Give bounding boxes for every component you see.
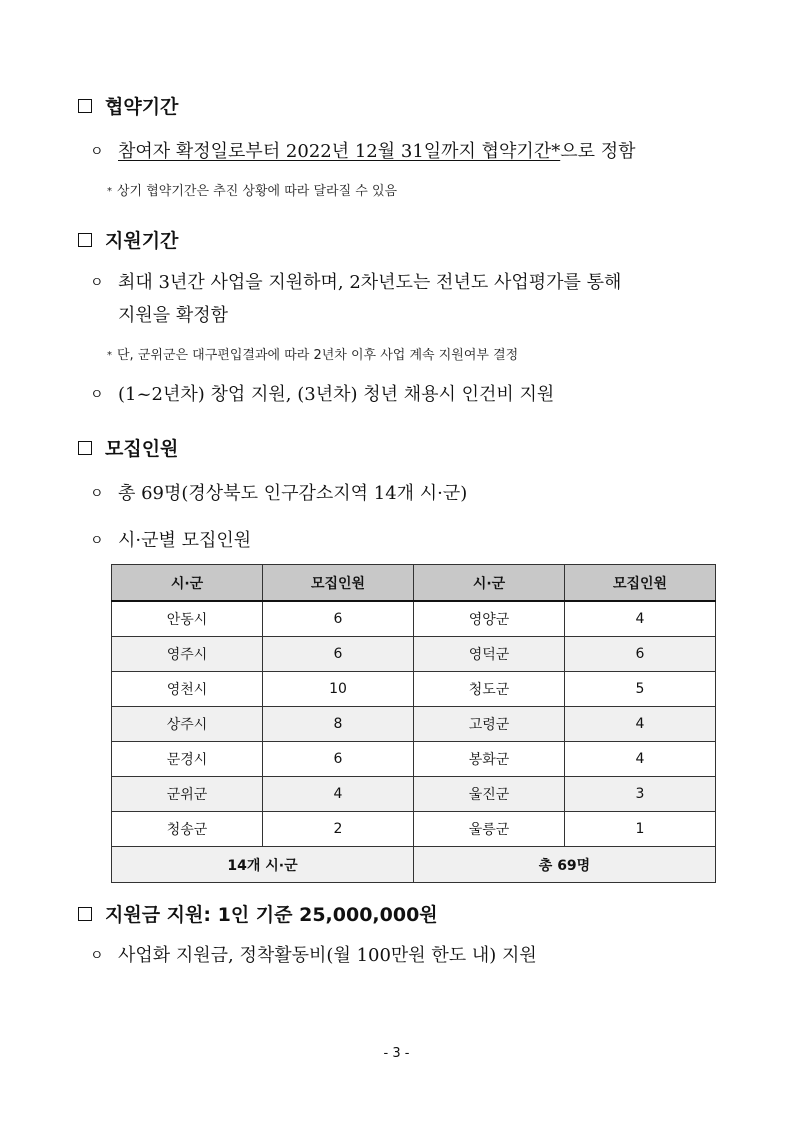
section-heading-recruitment [78,434,178,461]
table-cell: 6 [263,637,414,672]
bullet-agreement-period [90,137,636,167]
bullet-support-types [90,380,554,410]
table-row [112,672,716,707]
bullet-text: 시·군별 모집인원 [118,530,252,551]
bullet-total-recruitment [90,479,467,509]
table-cell: 6 [263,742,414,777]
table-header-cell: 시·군 [414,565,565,602]
bullet-text: 총 69명(경상북도 인구감소지역 14개 시·군) [118,483,468,504]
bullet-marker: ㅇ [90,533,104,549]
table-cell: 4 [565,742,716,777]
table-row [112,601,716,637]
bullet-recruitment-by-region [90,526,251,556]
table-cell: 청도군 [414,672,565,707]
bullet-marker: ㅇ [90,948,104,964]
bullet-marker: ㅇ [90,144,104,160]
bullet-text-rest: 으로 정함 [560,141,636,162]
bullet-text: (1~2년차) 창업 지원, (3년차) 청년 채용시 인건비 지원 [118,384,555,405]
checkbox-square-icon [78,907,92,921]
table-cell: 상주시 [112,707,263,742]
bullet-grant-details [90,941,537,971]
section-heading-support-period [78,226,178,253]
checkbox-square-icon [78,441,92,455]
table-cell: 영주시 [112,637,263,672]
table-cell: 5 [565,672,716,707]
bullet-marker: ㅇ [90,387,104,403]
table-cell: 4 [565,601,716,637]
table-cell: 8 [263,707,414,742]
table-cell: 영천시 [112,672,263,707]
section-heading-text: 모집인원 [105,438,179,460]
bullet-marker: ㅇ [90,486,104,502]
checkbox-square-icon [78,99,92,113]
table-cell: 영덕군 [414,637,565,672]
table-row [112,812,716,847]
table-row [112,777,716,812]
table-cell: 영양군 [414,601,565,637]
table-cell: 1 [565,812,716,847]
table-header-cell: 모집인원 [565,565,716,602]
table-cell: 4 [263,777,414,812]
bullet-marker: ㅇ [90,275,104,291]
note-star: * [107,186,112,197]
note-text: 상기 협약기간은 추진 상황에 따라 달라질 수 있음 [117,184,398,199]
table-cell: 6 [565,637,716,672]
table-cell: 고령군 [414,707,565,742]
bullet-text: 사업화 지원금, 정착활동비(월 100만원 한도 내) 지원 [118,945,537,966]
table-cell: 4 [565,707,716,742]
table-header-cell: 모집인원 [263,565,414,602]
note-star: * [107,350,112,361]
checkbox-square-icon [78,233,92,247]
note-agreement-period [107,180,397,199]
table-cell: 봉화군 [414,742,565,777]
table-cell: 문경시 [112,742,263,777]
table-total-row [112,847,716,883]
table-cell: 2 [263,812,414,847]
table-header-row [112,565,716,602]
table-header-cell: 시·군 [112,565,263,602]
table-cell: 6 [263,601,414,637]
table-cell: 안동시 [112,601,263,637]
table-row [112,637,716,672]
table-row [112,707,716,742]
note-text: 단, 군위군은 대구편입결과에 따라 2년차 이후 사업 계속 지원여부 결정 [117,348,519,363]
recruitment-table [111,564,716,883]
section-heading-text: 지원기간 [105,230,179,252]
table-cell: 울릉군 [414,812,565,847]
table-cell: 군위군 [112,777,263,812]
section-heading-grant [78,900,438,927]
bullet-text [118,137,636,167]
table-cell: 3 [565,777,716,812]
table-cell: 10 [263,672,414,707]
section-heading-text: 협약기간 [105,96,179,118]
section-heading-text: 지원금 지원: 1인 기준 25,000,000원 [105,904,438,926]
note-gunwi [107,344,518,363]
table-total-count: 총 69명 [414,847,716,883]
bullet-text: 최대 3년간 사업을 지원하며, 2차년도는 전년도 사업평가를 통해 [118,272,622,293]
table-total-regions: 14개 시·군 [112,847,414,883]
table-cell: 울진군 [414,777,565,812]
underlined-text: 참여자 확정일로부터 2022년 12월 31일까지 협약기간* [118,141,561,162]
page-number: - 3 - [383,1046,410,1061]
table-cell: 청송군 [112,812,263,847]
bullet-support-continuation: 지원을 확정함 [118,305,229,326]
section-heading-agreement-period [78,92,178,119]
table-row [112,742,716,777]
bullet-support-max-years [90,268,621,298]
